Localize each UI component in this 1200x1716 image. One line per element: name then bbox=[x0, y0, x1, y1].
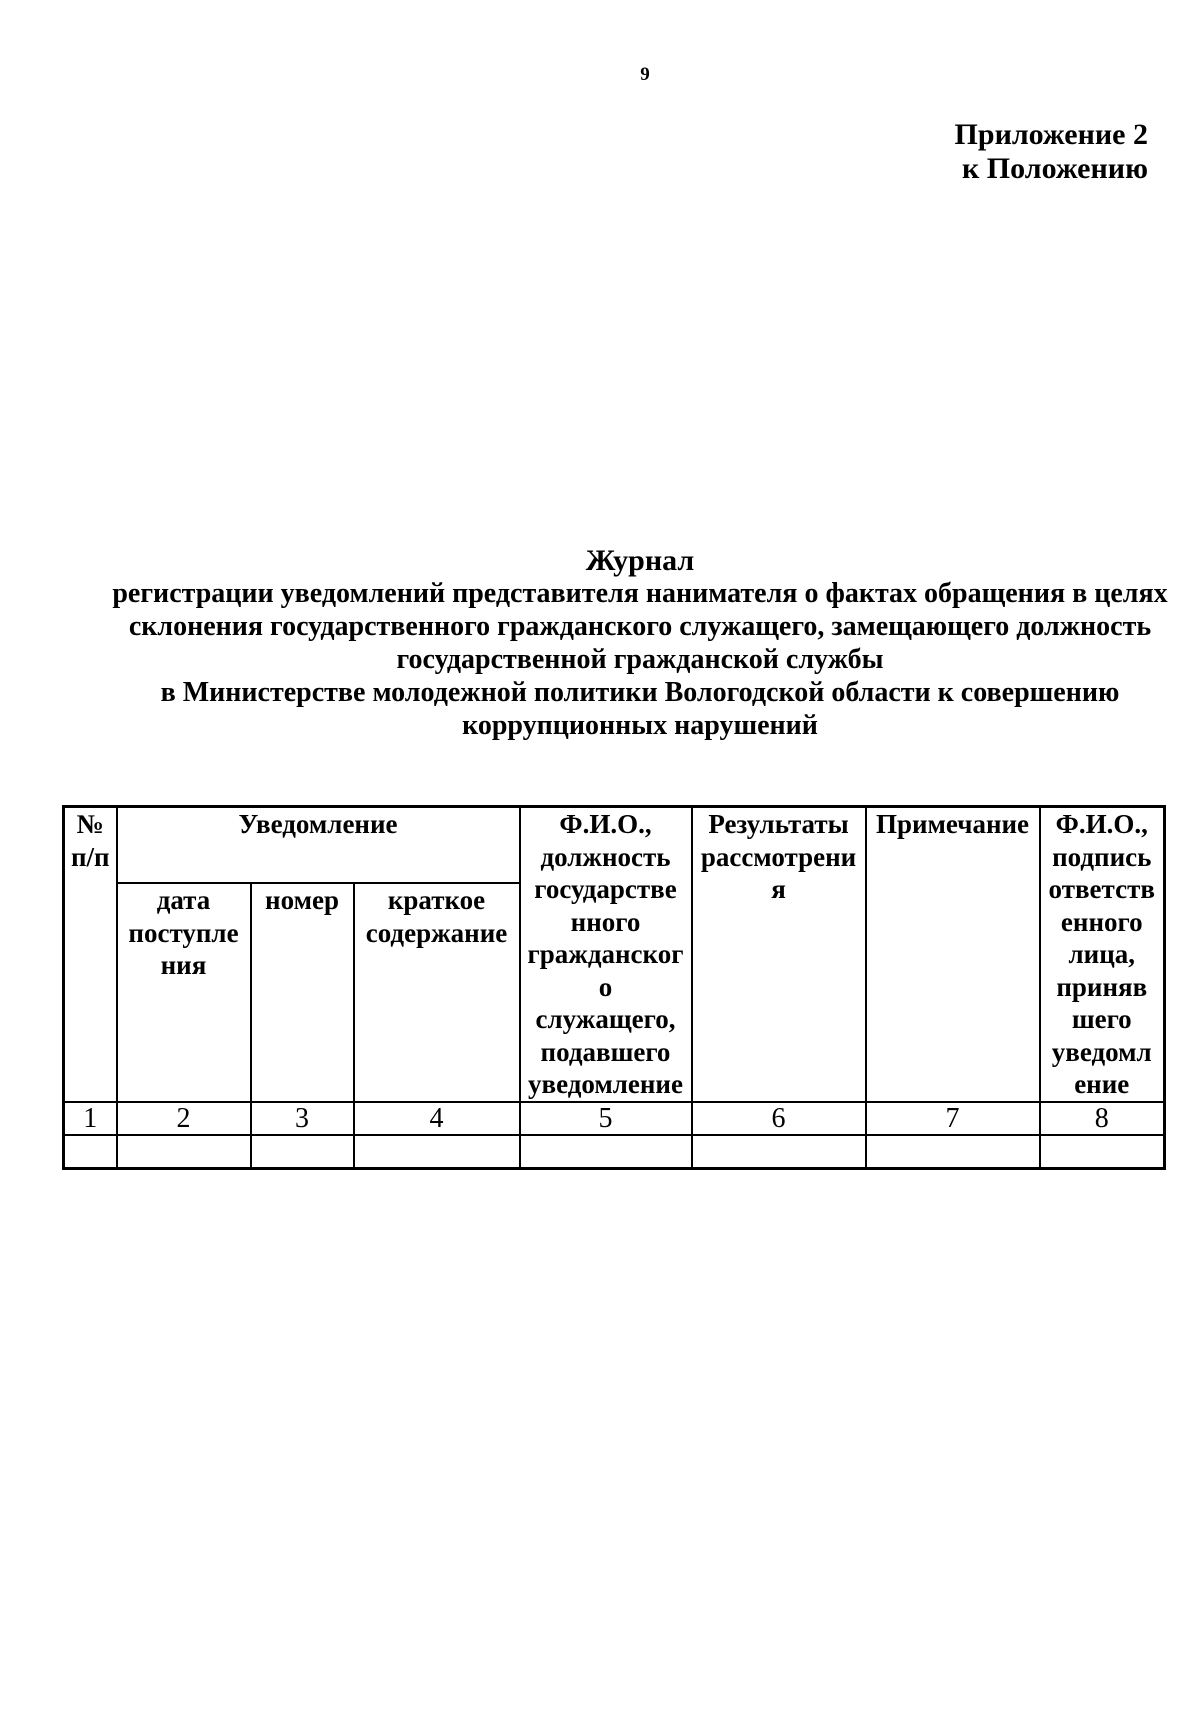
empty-cell bbox=[1040, 1135, 1165, 1169]
title-line-2: склонения государственного гражданского служащего, замещающего должность bbox=[128, 611, 1152, 642]
empty-cell bbox=[354, 1135, 520, 1169]
empty-cell bbox=[251, 1135, 354, 1169]
empty-cell bbox=[692, 1135, 866, 1169]
journal-title-block bbox=[100, 544, 1180, 742]
header-num: № п/п bbox=[64, 807, 117, 1102]
column-number: 8 bbox=[1040, 1102, 1165, 1135]
empty-cell bbox=[117, 1135, 251, 1169]
column-number: 5 bbox=[520, 1102, 692, 1135]
header-row-1 bbox=[64, 807, 1165, 884]
column-number: 7 bbox=[866, 1102, 1040, 1135]
appendix-line-1: Приложение 2 bbox=[954, 118, 1148, 151]
appendix-reference bbox=[955, 118, 1148, 186]
column-number: 4 bbox=[354, 1102, 520, 1135]
empty-cell bbox=[64, 1135, 117, 1169]
column-number: 3 bbox=[251, 1102, 354, 1135]
header-fio-submitter: Ф.И.О., должность государстве нного гражданског о служащего, подавшего уведомление bbox=[520, 807, 692, 1102]
header-note: Примечание bbox=[866, 807, 1040, 1102]
journal-table bbox=[62, 805, 1166, 1170]
title-line-3: государственной гражданской службы bbox=[396, 644, 884, 675]
column-number: 6 bbox=[692, 1102, 866, 1135]
title-line-4: в Министерстве молодежной политики Вологодской области к совершению bbox=[160, 677, 1120, 708]
empty-cell bbox=[866, 1135, 1040, 1169]
column-number: 2 bbox=[117, 1102, 251, 1135]
column-number-row bbox=[64, 1102, 1165, 1135]
title-line-1: регистрации уведомлений представителя нанимателя о фактах обращения в целях bbox=[112, 578, 1168, 609]
appendix-line-2: к Положению bbox=[962, 152, 1148, 185]
header-notification-group: Уведомление bbox=[117, 807, 520, 884]
empty-data-row bbox=[64, 1135, 1165, 1169]
header-number: номер bbox=[251, 883, 354, 1101]
header-fio-responsible: Ф.И.О., подпись ответств енного лица, приняв шего уведомл ение bbox=[1040, 807, 1165, 1102]
journal-heading: Журнал bbox=[585, 544, 695, 577]
column-number: 1 bbox=[64, 1102, 117, 1135]
header-summary: краткое содержание bbox=[354, 883, 520, 1101]
page-number: 9 bbox=[640, 64, 650, 85]
header-results: Результаты рассмотрени я bbox=[692, 807, 866, 1102]
title-line-5: коррупционных нарушений bbox=[462, 710, 818, 741]
header-date: дата поступле ния bbox=[117, 883, 251, 1101]
empty-cell bbox=[520, 1135, 692, 1169]
